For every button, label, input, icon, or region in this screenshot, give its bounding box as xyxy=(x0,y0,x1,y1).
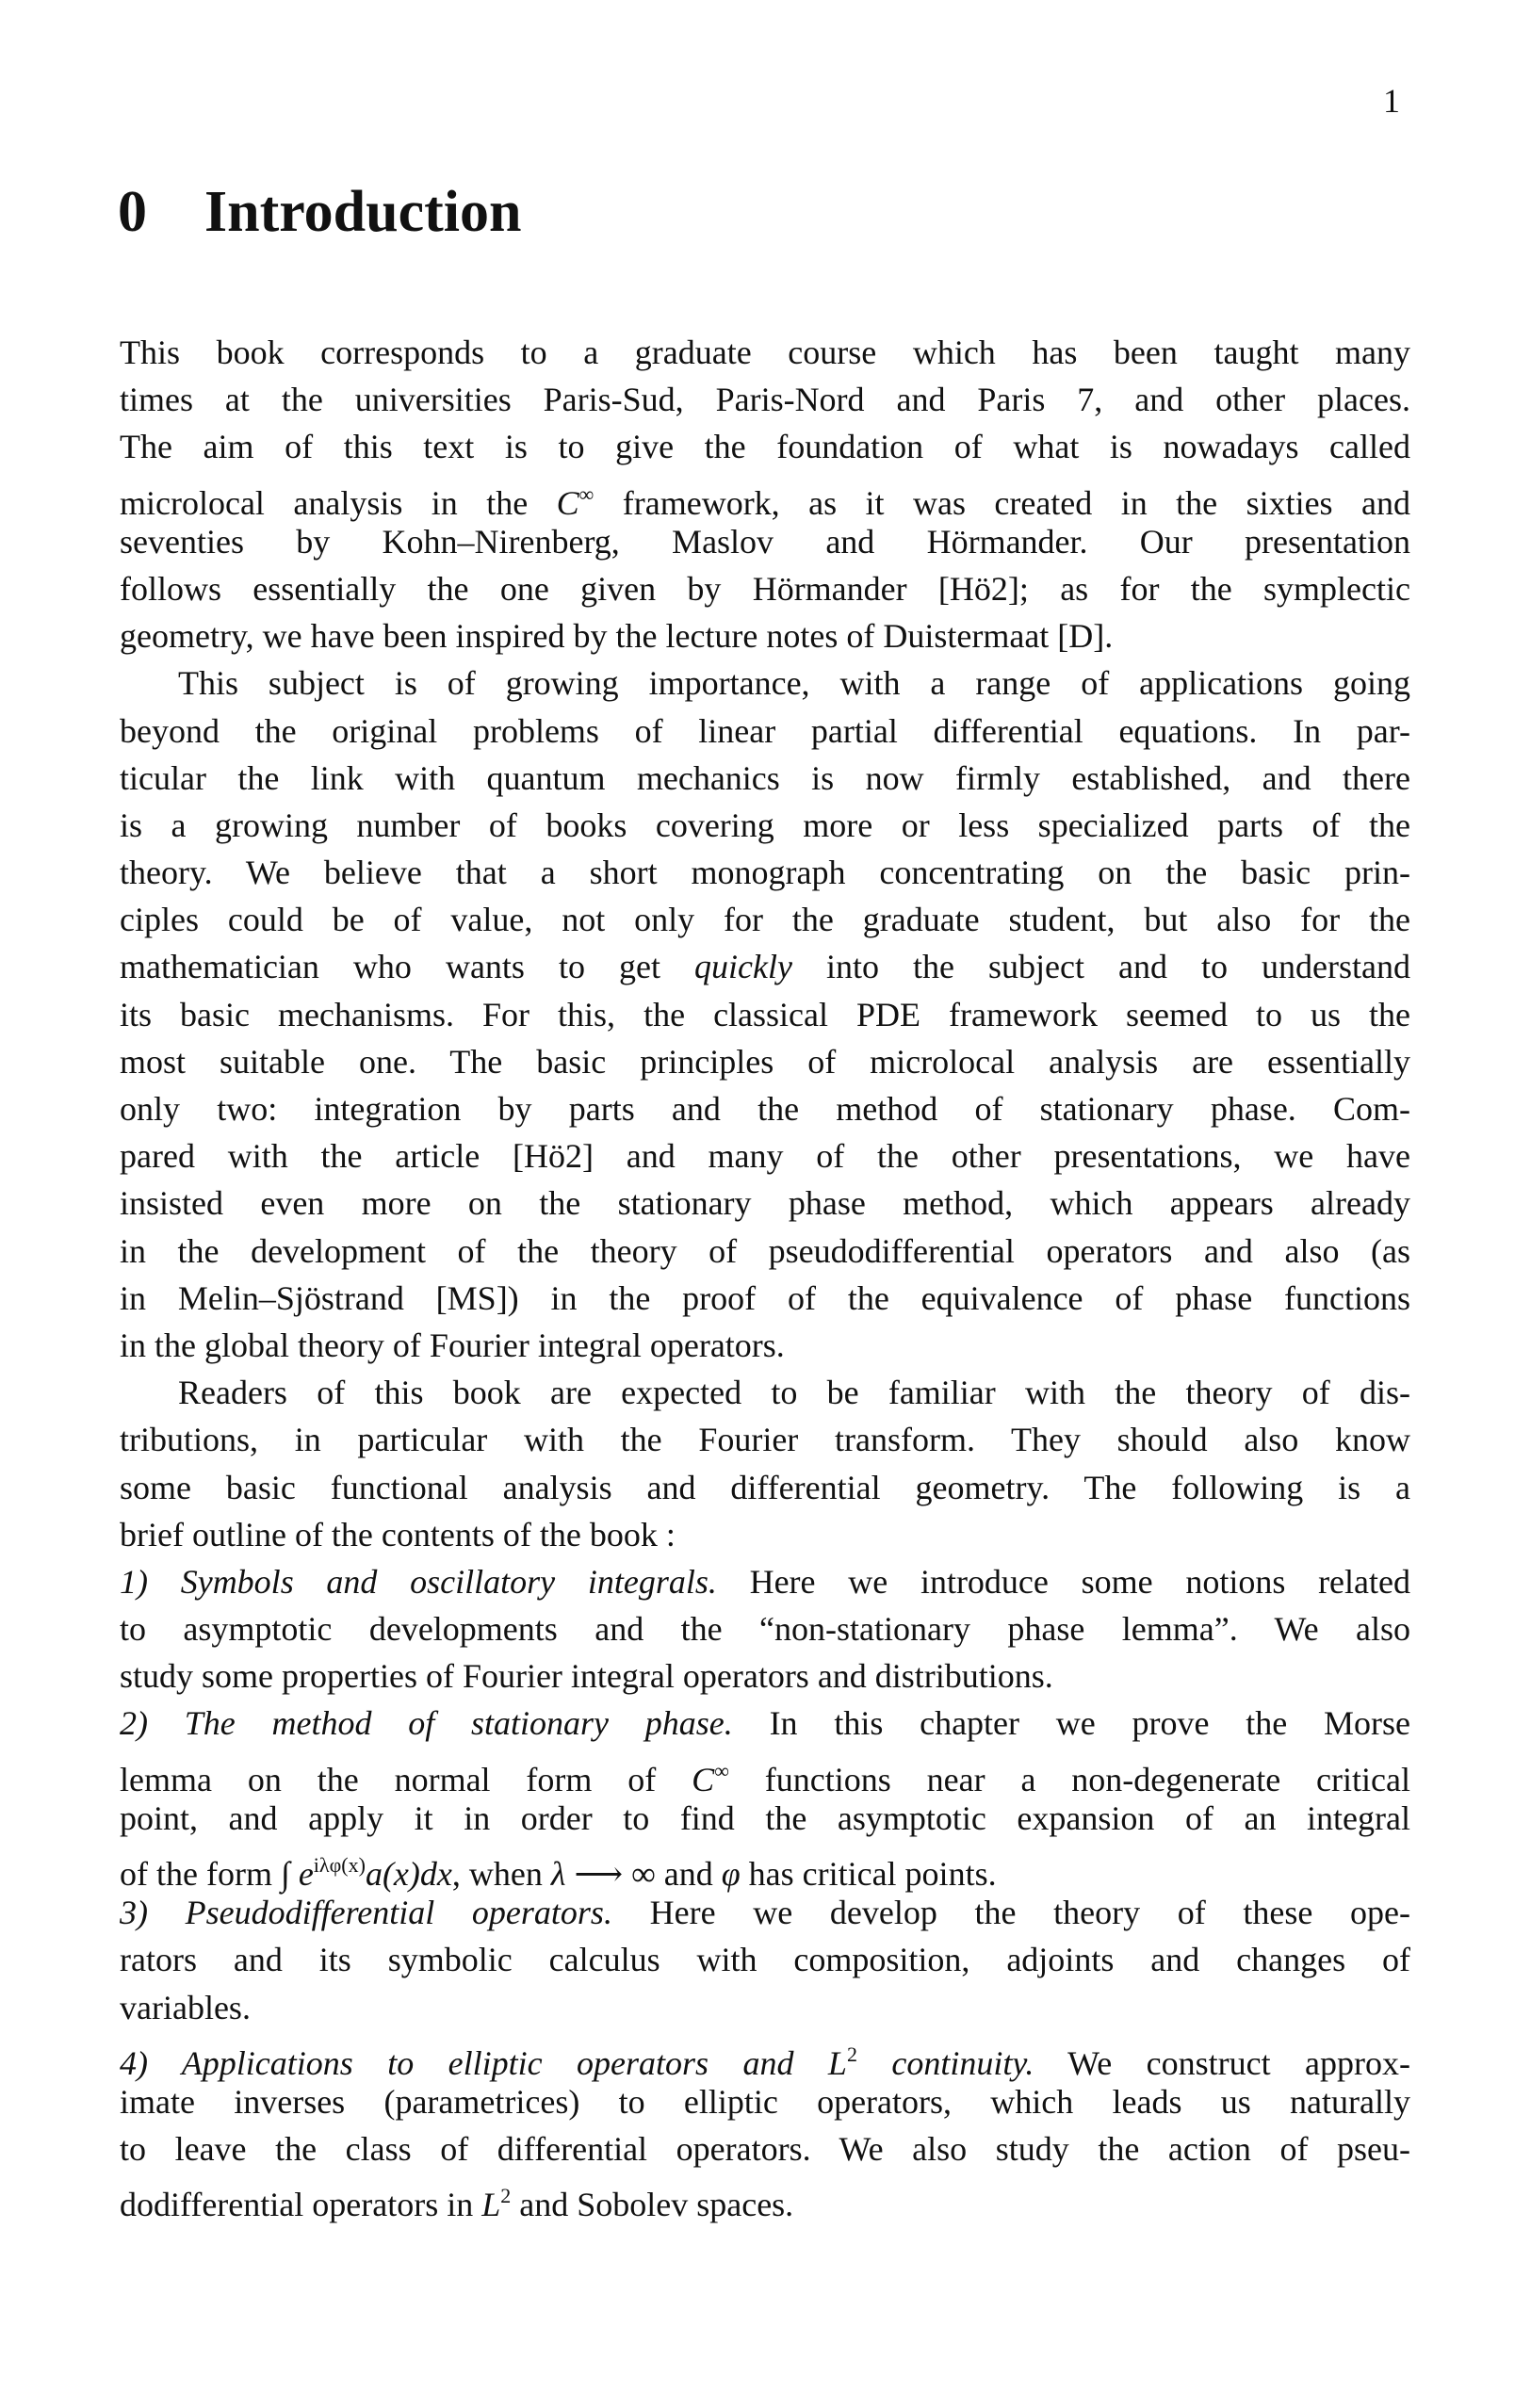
text-run: point, and apply it in order to find the asymptotic expansion of an integral xyxy=(120,1798,1410,1837)
text-run: Here we develop the theory of these ope- xyxy=(611,1894,1410,1932)
text-line xyxy=(120,1748,1410,1798)
text-line xyxy=(120,1322,1410,1369)
chapter-heading xyxy=(118,179,522,246)
text-line xyxy=(120,849,1410,896)
text-run: framework, as it was created in the sixties and xyxy=(594,483,1410,522)
text-run: of the form ∫ xyxy=(120,1855,299,1893)
text-run: This book corresponds to a graduate course which has been taught many xyxy=(120,334,1410,371)
text-run: tributions, in particular with the Fourier transform. They should also know xyxy=(120,1421,1410,1459)
italic-text: e xyxy=(298,1855,314,1893)
body-text xyxy=(120,329,1410,2224)
text-line xyxy=(120,471,1410,522)
italic-text: quickly xyxy=(694,948,792,986)
text-run: theory. We believe that a short monograph concentrating on the basic prin- xyxy=(120,854,1410,892)
text-line xyxy=(120,2078,1410,2125)
text-run: to leave the class of differential operators. We also study the action of pseu- xyxy=(120,2130,1410,2169)
text-line xyxy=(120,1275,1410,1322)
text-run: ciples could be of value, not only for the graduate student, but also for the xyxy=(120,901,1410,939)
text-line xyxy=(120,1558,1410,1605)
text-line xyxy=(120,1038,1410,1085)
text-line xyxy=(120,659,1410,707)
page-number: 1 xyxy=(1383,82,1400,120)
text-run: in the development of the theory of pseudodifferential operators and also (as xyxy=(120,1231,1410,1270)
text-line xyxy=(120,565,1410,612)
text-line xyxy=(120,708,1410,755)
text-run: has critical points. xyxy=(740,1855,997,1893)
superscript: ∞ xyxy=(578,481,594,506)
text-line xyxy=(120,1511,1410,1558)
italic-text: L xyxy=(481,2186,501,2224)
text-run: its basic mechanisms. For this, the classical PDE framework seemed to us the xyxy=(120,995,1410,1033)
text-line xyxy=(120,2031,1410,2082)
text-line xyxy=(120,1132,1410,1180)
text-line xyxy=(120,612,1410,659)
text-run: into the subject and to understand xyxy=(791,948,1410,986)
text-run: rators and its symbolic calculus with composition, adjoints and changes of xyxy=(120,1941,1410,1979)
text-run: some basic functional analysis and differential geometry. The following is a xyxy=(120,1468,1410,1506)
text-line xyxy=(120,329,1410,376)
text-run: variables. xyxy=(120,1988,251,2026)
text-run: imate inverses (parametrices) to elliptic operators, which leads us naturally xyxy=(120,2082,1410,2121)
text-run: ticular the link with quantum mechanics is now firmly established, and there xyxy=(120,758,1410,797)
italic-text: φ xyxy=(721,1855,741,1893)
italic-text: L xyxy=(827,2043,847,2082)
superscript: ∞ xyxy=(714,1758,729,1782)
text-line xyxy=(120,991,1410,1038)
text-line xyxy=(120,1795,1410,1842)
text-line xyxy=(120,2172,1410,2224)
italic-text: λ xyxy=(550,1855,566,1893)
text-line xyxy=(120,802,1410,849)
text-run: ⟶ ∞ and xyxy=(565,1855,722,1893)
text-run: and Sobolev spaces. xyxy=(511,2186,794,2224)
text-run: most suitable one. The basic principles of microlocal analysis are essentially xyxy=(120,1042,1410,1081)
text-line xyxy=(120,1605,1410,1652)
text-line xyxy=(120,1464,1410,1511)
text-line xyxy=(120,1700,1410,1747)
text-run: in Melin–Sjöstrand [MS]) in the proof of the equivalence of phase functions xyxy=(120,1278,1410,1317)
italic-text: 1) Symbols and oscillatory integrals. xyxy=(120,1562,717,1601)
text-run: geometry, we have been inspired by the lecture notes of Duistermaat [D]. xyxy=(120,617,1114,656)
text-line xyxy=(120,943,1410,990)
text-run: only two: integration by parts and the method of stationary phase. Com- xyxy=(120,1090,1410,1128)
text-run: In this chapter we prove the Morse xyxy=(732,1704,1410,1743)
text-run: The aim of this text is to give the foundation of what is nowadays called xyxy=(120,428,1410,466)
italic-text: C xyxy=(692,1760,715,1798)
text-line xyxy=(120,2125,1410,2172)
text-run: microlocal analysis in the xyxy=(120,483,557,522)
text-run: dodifferential operators in xyxy=(120,2186,482,2224)
text-line xyxy=(120,1936,1410,1983)
text-line xyxy=(120,518,1410,565)
text-line xyxy=(120,376,1410,423)
text-run: mathematician who wants to get xyxy=(120,948,694,986)
italic-text: 2) The method of stationary phase. xyxy=(120,1704,733,1743)
text-run: times at the universities Paris-Sud, Paris-Nord and Paris 7, and other places. xyxy=(120,381,1410,419)
text-run: is a growing number of books covering more or less specialized parts of the xyxy=(120,805,1410,844)
chapter-number: 0 xyxy=(118,180,147,244)
text-line xyxy=(120,1842,1410,1893)
text-run: seventies by Kohn–Nirenberg, Maslov and Hörmander. Our presentation xyxy=(120,522,1410,561)
text-run: brief outline of the contents of the book : xyxy=(120,1515,676,1554)
italic-text: a(x)dx xyxy=(365,1855,452,1893)
text-run: beyond the original problems of linear partial differential equations. In par- xyxy=(120,711,1410,750)
italic-text: C xyxy=(556,483,579,522)
text-run: in the global theory of Fourier integral operators. xyxy=(120,1326,785,1364)
text-line xyxy=(120,1369,1410,1416)
superscript: 2 xyxy=(500,2184,512,2208)
text-run: lemma on the normal form of xyxy=(120,1760,692,1798)
text-run: study some properties of Fourier integral operators and distributions. xyxy=(120,1657,1053,1696)
text-line xyxy=(120,1416,1410,1463)
text-line xyxy=(120,1889,1410,1936)
text-run: to asymptotic developments and the “non-stationary phase lemma”. We also xyxy=(120,1610,1410,1649)
text-run: pared with the article [Hö2] and many of the other presentations, we have xyxy=(120,1137,1410,1176)
text-line xyxy=(120,896,1410,943)
chapter-title: Introduction xyxy=(204,180,522,244)
text-run: functions near a non-degenerate critical xyxy=(728,1760,1410,1798)
italic-text: 3) Pseudodifferential operators. xyxy=(120,1894,612,1932)
text-run: , when xyxy=(451,1855,551,1893)
text-line xyxy=(120,1180,1410,1227)
text-run: We construct approx- xyxy=(1034,2043,1410,2082)
text-line xyxy=(120,1652,1410,1700)
italic-text: 4) Applications to elliptic operators and xyxy=(120,2043,828,2082)
superscript: iλφ(x) xyxy=(313,1853,366,1877)
text-line xyxy=(120,755,1410,802)
text-run: This subject is of growing importance, with a range of applications going xyxy=(178,664,1410,703)
text-line xyxy=(120,1228,1410,1275)
text-run: Readers of this book are expected to be familiar with the theory of dis- xyxy=(178,1374,1410,1412)
text-line xyxy=(120,423,1410,470)
text-run: insisted even more on the stationary phase method, which appears already xyxy=(120,1184,1410,1223)
superscript: 2 xyxy=(846,2042,857,2066)
text-run: follows essentially the one given by Hörmander [Hö2]; as for the symplectic xyxy=(120,569,1410,608)
text-line xyxy=(120,1085,1410,1132)
text-line xyxy=(120,1984,1410,2031)
text-run: Here we introduce some notions related xyxy=(716,1562,1410,1601)
italic-text: continuity. xyxy=(856,2043,1034,2082)
